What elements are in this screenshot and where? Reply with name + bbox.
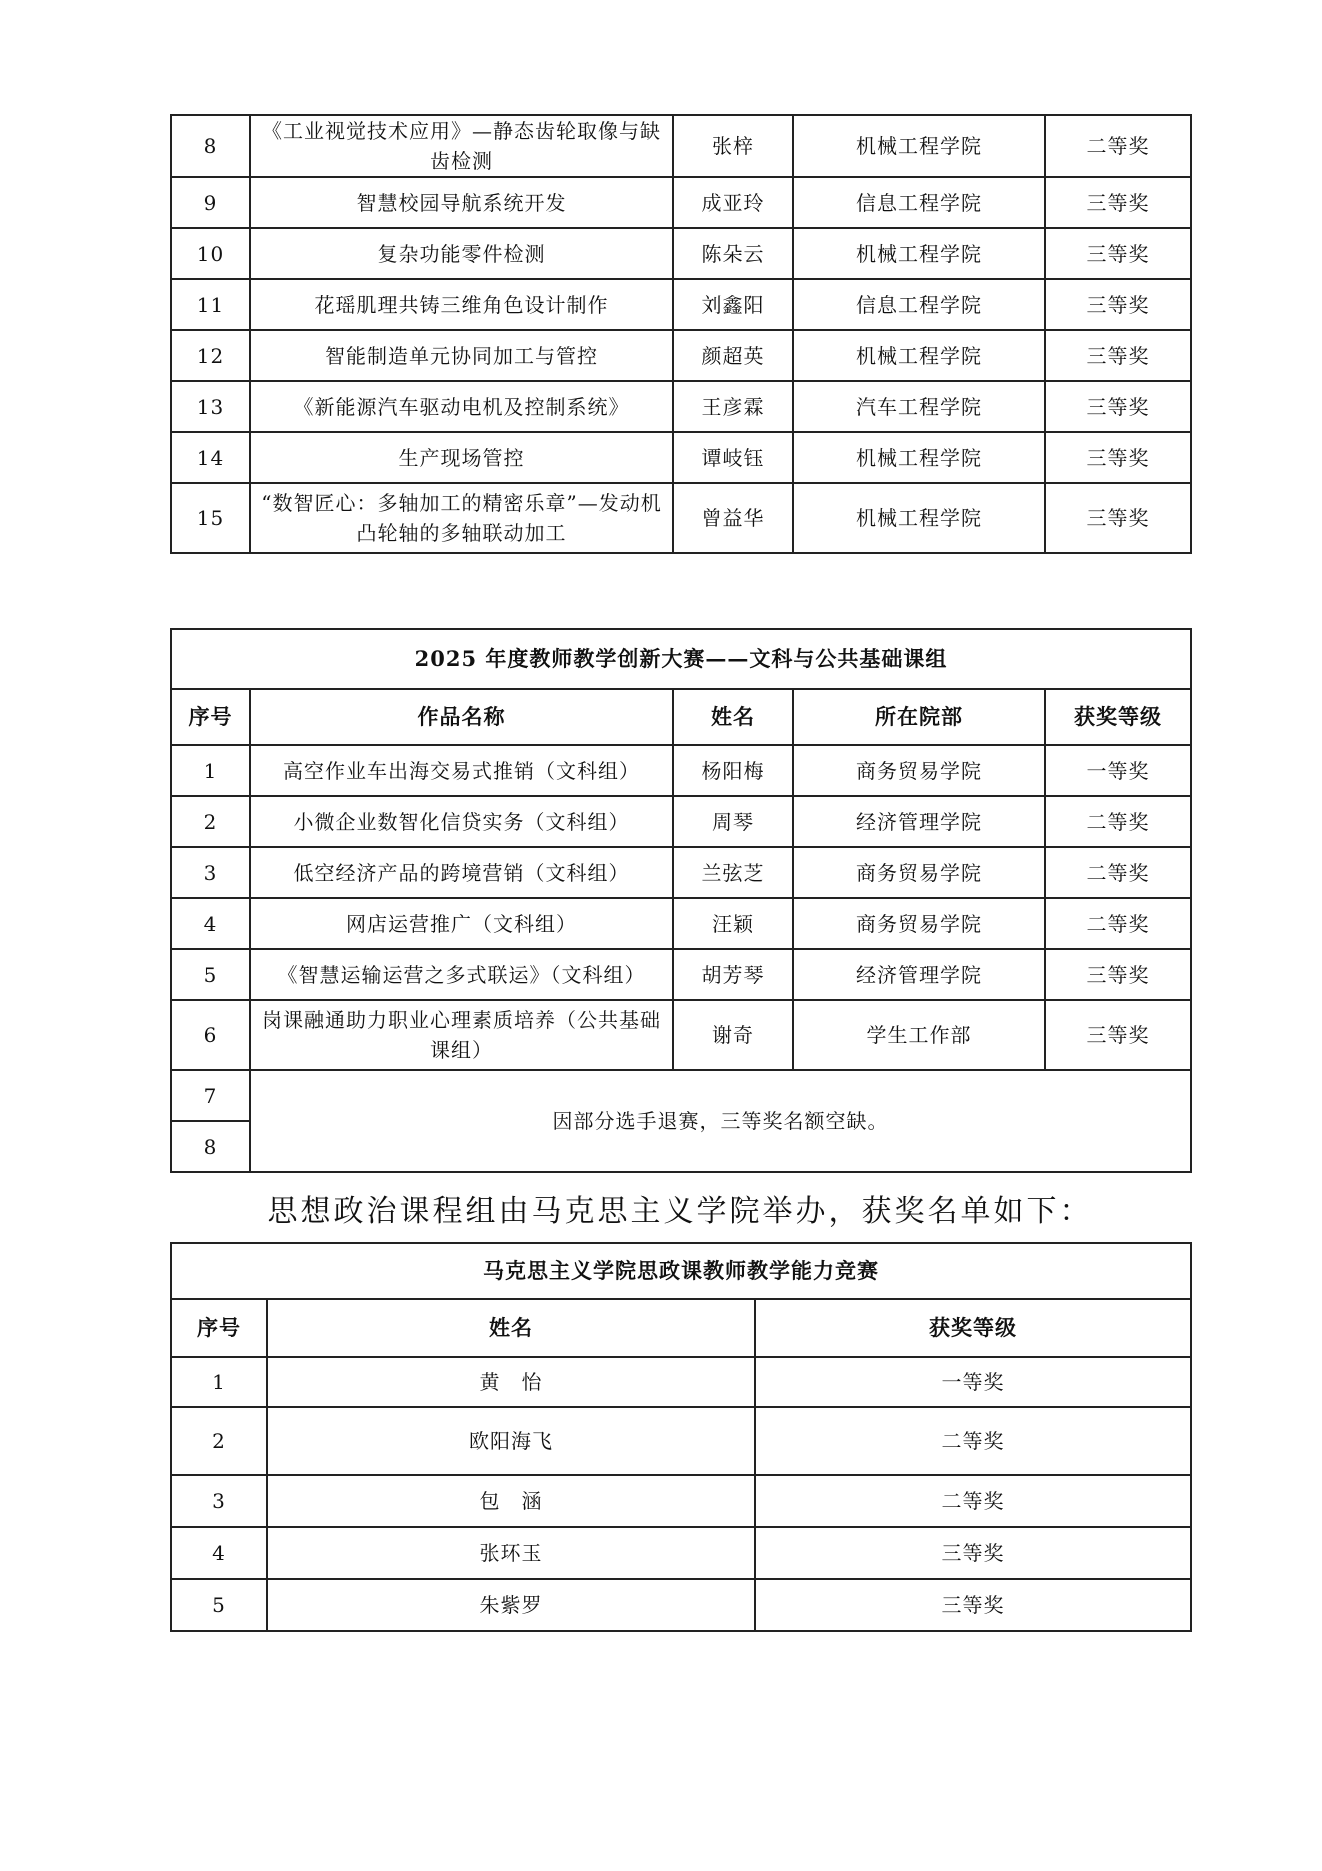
cell-title: 低空经济产品的跨境营销（文科组） xyxy=(250,847,673,898)
table-row xyxy=(171,745,1191,796)
cell-no: 6 xyxy=(171,1000,250,1070)
cell-name: 汪颖 xyxy=(673,898,793,949)
table-row xyxy=(171,898,1191,949)
cell-name: 曾益华 xyxy=(673,483,793,553)
cell-no: 1 xyxy=(171,1357,267,1407)
table-row xyxy=(171,1579,1191,1631)
cell-dept: 信息工程学院 xyxy=(793,177,1045,228)
cell-award: 三等奖 xyxy=(1045,279,1191,330)
cell-no: 11 xyxy=(171,279,250,330)
header-award: 获奖等级 xyxy=(1045,689,1191,745)
cell-title: 小微企业数智化信贷实务（文科组） xyxy=(250,796,673,847)
cell-no: 9 xyxy=(171,177,250,228)
row-no: 7 xyxy=(171,1070,250,1121)
cell-no: 3 xyxy=(171,847,250,898)
header-no: 序号 xyxy=(171,1299,267,1357)
cell-name: 欧阳海飞 xyxy=(267,1407,755,1475)
awards-table-ideology xyxy=(170,1242,1192,1632)
cell-award: 三等奖 xyxy=(1045,228,1191,279)
cell-award: 二等奖 xyxy=(1045,115,1191,177)
cell-award: 三等奖 xyxy=(1045,330,1191,381)
header-award: 获奖等级 xyxy=(755,1299,1191,1357)
cell-name: 朱紫罗 xyxy=(267,1579,755,1631)
cell-name: 周琴 xyxy=(673,796,793,847)
cell-dept: 机械工程学院 xyxy=(793,228,1045,279)
cell-award: 一等奖 xyxy=(1045,745,1191,796)
table-title: 马克思主义学院思政课教师教学能力竞赛 xyxy=(171,1243,1191,1299)
cell-award: 三等奖 xyxy=(755,1579,1191,1631)
cell-no: 5 xyxy=(171,949,250,1000)
cell-no: 4 xyxy=(171,1527,267,1579)
awards-table-liberal-arts xyxy=(170,628,1192,1173)
cell-dept: 汽车工程学院 xyxy=(793,381,1045,432)
cell-award: 二等奖 xyxy=(1045,796,1191,847)
header-name: 姓名 xyxy=(267,1299,755,1357)
cell-award: 二等奖 xyxy=(1045,847,1191,898)
cell-name: 谭岐钰 xyxy=(673,432,793,483)
table-row xyxy=(171,432,1191,483)
cell-name: 颜超英 xyxy=(673,330,793,381)
cell-award: 三等奖 xyxy=(1045,381,1191,432)
cell-name: 包 涵 xyxy=(267,1475,755,1527)
awards-table-engineering xyxy=(170,114,1192,554)
cell-name: 黄 怡 xyxy=(267,1357,755,1407)
cell-name: 王彦霖 xyxy=(673,381,793,432)
cell-no: 2 xyxy=(171,1407,267,1475)
cell-award: 三等奖 xyxy=(755,1527,1191,1579)
cell-name: 张环玉 xyxy=(267,1527,755,1579)
cell-dept: 机械工程学院 xyxy=(793,483,1045,553)
cell-title: 智能制造单元协同加工与管控 xyxy=(250,330,673,381)
cell-award: 三等奖 xyxy=(1045,1000,1191,1070)
table-row xyxy=(171,483,1191,553)
table-row xyxy=(171,177,1191,228)
cell-no: 13 xyxy=(171,381,250,432)
cell-award: 三等奖 xyxy=(1045,483,1191,553)
cell-no: 15 xyxy=(171,483,250,553)
cell-dept: 机械工程学院 xyxy=(793,330,1045,381)
cell-dept: 机械工程学院 xyxy=(793,115,1045,177)
table-row xyxy=(171,796,1191,847)
table-row xyxy=(171,1527,1191,1579)
cell-no: 5 xyxy=(171,1579,267,1631)
cell-dept: 经济管理学院 xyxy=(793,949,1045,1000)
cell-dept: 商务贸易学院 xyxy=(793,745,1045,796)
cell-title: 网店运营推广（文科组） xyxy=(250,898,673,949)
cell-name: 陈朵云 xyxy=(673,228,793,279)
table-row xyxy=(171,847,1191,898)
cell-name: 胡芳琴 xyxy=(673,949,793,1000)
cell-award: 三等奖 xyxy=(1045,949,1191,1000)
cell-award: 二等奖 xyxy=(1045,898,1191,949)
cell-dept: 机械工程学院 xyxy=(793,432,1045,483)
cell-title: 高空作业车出海交易式推销（文科组） xyxy=(250,745,673,796)
cell-title: 花瑶肌理共铸三维角色设计制作 xyxy=(250,279,673,330)
cell-title: 《工业视觉技术应用》—静态齿轮取像与缺齿检测 xyxy=(250,115,673,177)
table-row xyxy=(171,1357,1191,1407)
cell-no: 8 xyxy=(171,115,250,177)
cell-title: 智慧校园导航系统开发 xyxy=(250,177,673,228)
cell-dept: 商务贸易学院 xyxy=(793,847,1045,898)
cell-award: 二等奖 xyxy=(755,1407,1191,1475)
header-name: 姓名 xyxy=(673,689,793,745)
table-row xyxy=(171,115,1191,177)
cell-name: 张梓 xyxy=(673,115,793,177)
cell-title: 生产现场管控 xyxy=(250,432,673,483)
table-row xyxy=(171,381,1191,432)
cell-name: 兰弦芝 xyxy=(673,847,793,898)
section-heading: 思想政治课程组由马克思主义学院举办，获奖名单如下： xyxy=(267,1194,1093,1229)
cell-title: 《新能源汽车驱动电机及控制系统》 xyxy=(250,381,673,432)
cell-name: 谢奇 xyxy=(673,1000,793,1070)
table-row xyxy=(171,949,1191,1000)
cell-title: 岗课融通助力职业心理素质培养（公共基础课组） xyxy=(250,1000,673,1070)
cell-title: “数智匠心：多轴加工的精密乐章”—发动机凸轮轴的多轴联动加工 xyxy=(250,483,673,553)
cell-title: 《智慧运输运营之多式联运》（文科组） xyxy=(250,949,673,1000)
cell-no: 4 xyxy=(171,898,250,949)
cell-no: 12 xyxy=(171,330,250,381)
header-no: 序号 xyxy=(171,689,250,745)
cell-dept: 信息工程学院 xyxy=(793,279,1045,330)
cell-name: 成亚玲 xyxy=(673,177,793,228)
header-dept: 所在院部 xyxy=(793,689,1045,745)
row-no: 8 xyxy=(171,1121,250,1172)
table-title: 2025 年度教师教学创新大赛——文科与公共基础课组 xyxy=(171,629,1191,689)
cell-award: 二等奖 xyxy=(755,1475,1191,1527)
vacancy-note: 因部分选手退赛，三等奖名额空缺。 xyxy=(250,1070,1191,1172)
cell-no: 1 xyxy=(171,745,250,796)
cell-award: 一等奖 xyxy=(755,1357,1191,1407)
table-row xyxy=(171,1407,1191,1475)
header-title: 作品名称 xyxy=(250,689,673,745)
table-row xyxy=(171,228,1191,279)
table-row xyxy=(171,1475,1191,1527)
cell-dept: 商务贸易学院 xyxy=(793,898,1045,949)
cell-no: 14 xyxy=(171,432,250,483)
cell-dept: 经济管理学院 xyxy=(793,796,1045,847)
cell-dept: 学生工作部 xyxy=(793,1000,1045,1070)
cell-name: 刘鑫阳 xyxy=(673,279,793,330)
cell-title: 复杂功能零件检测 xyxy=(250,228,673,279)
cell-no: 3 xyxy=(171,1475,267,1527)
cell-name: 杨阳梅 xyxy=(673,745,793,796)
cell-no: 10 xyxy=(171,228,250,279)
cell-award: 三等奖 xyxy=(1045,177,1191,228)
table-row xyxy=(171,279,1191,330)
cell-no: 2 xyxy=(171,796,250,847)
table-row xyxy=(171,330,1191,381)
cell-award: 三等奖 xyxy=(1045,432,1191,483)
table-row xyxy=(171,1000,1191,1070)
